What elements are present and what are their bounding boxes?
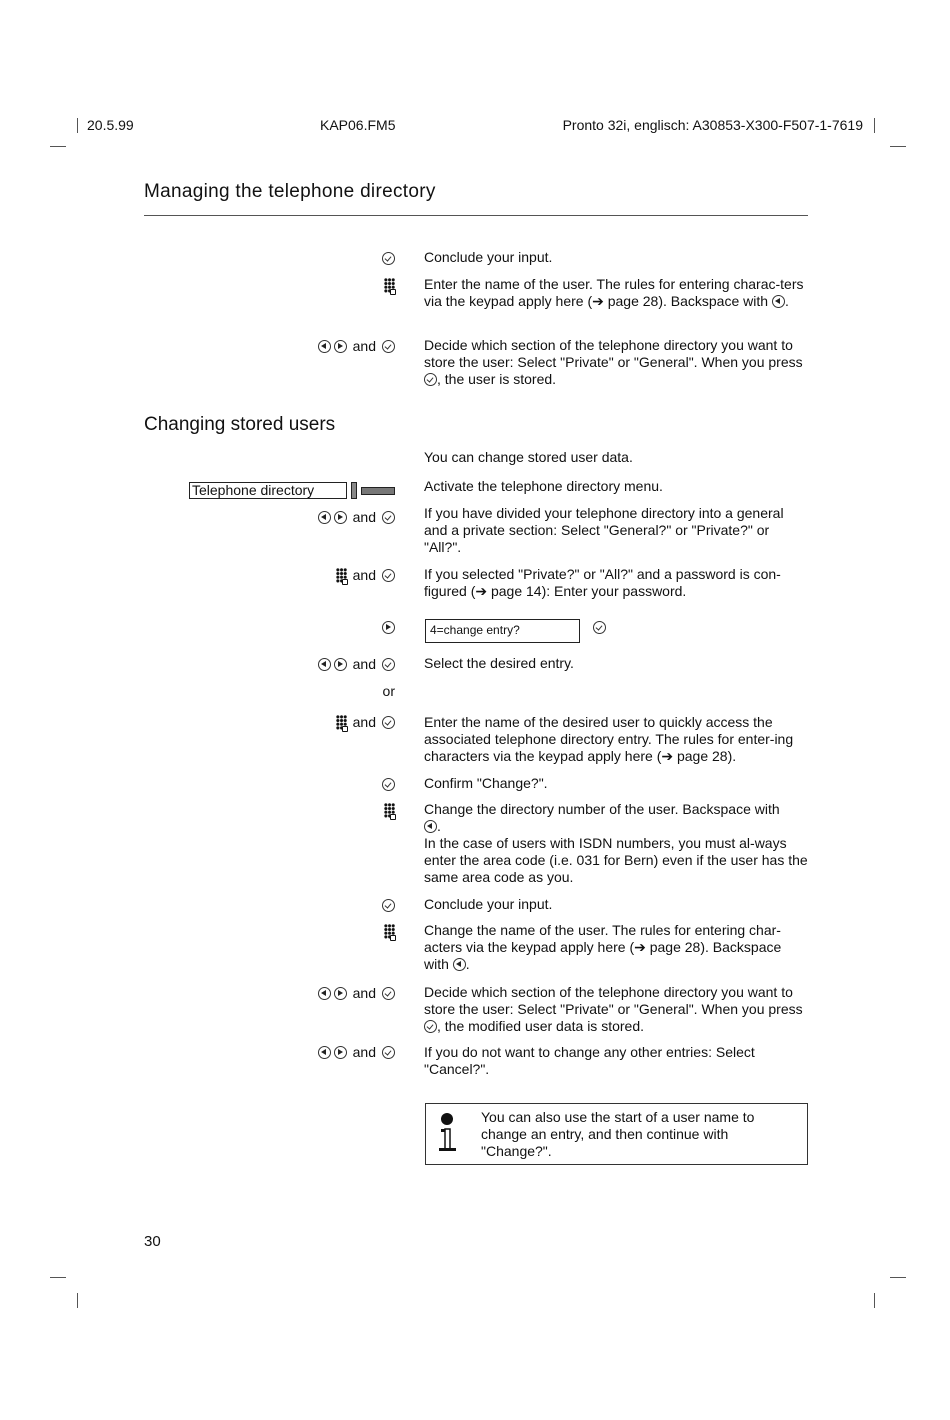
left-arrow-icon	[318, 987, 331, 1000]
step-text-part: In the case of users with ISDN numbers, you must al-ways enter the area code (i.e. 031 for Bern) even if the user has the same area code as you.	[424, 835, 808, 885]
and-label: and	[352, 985, 376, 1001]
crop-mark	[874, 1293, 875, 1308]
step-text	[424, 801, 808, 886]
step-text: If you selected "Private?" or "All?" and a password is con-figured (➔ page 14): Enter your password.	[424, 566, 781, 599]
step-text-part: Change the name of the user. The rules for entering char-acters via the keypad apply here (➔ page 28). Backspace with	[424, 922, 782, 972]
confirm-icon	[593, 621, 606, 634]
step-icons	[382, 249, 395, 267]
confirm-icon	[424, 373, 437, 386]
header-file: KAP06.FM5	[320, 117, 396, 133]
left-arrow-icon	[424, 820, 437, 833]
step-text-part: Decide which section of the telephone directory you want to store the user: Select "Private" or "General". When you press	[424, 337, 803, 370]
right-arrow-icon	[334, 511, 347, 524]
or-label: or	[382, 683, 395, 699]
keypad-icon	[336, 568, 347, 583]
confirm-icon	[382, 340, 395, 353]
menu-label-box: Telephone directory	[189, 482, 347, 499]
confirm-icon	[382, 716, 395, 729]
keypad-icon	[384, 803, 395, 818]
step-text: Confirm "Change?".	[424, 775, 548, 791]
crop-mark	[50, 1277, 66, 1278]
keypad-icon	[336, 715, 347, 730]
step-text-part: .	[784, 293, 789, 309]
step-icons	[382, 775, 395, 793]
and-label: and	[352, 509, 376, 525]
and-label: and	[352, 338, 376, 354]
crop-mark	[874, 118, 875, 133]
title-rule	[144, 215, 808, 216]
step-text-part: .	[465, 956, 470, 972]
step-icons	[318, 1043, 395, 1061]
left-arrow-icon	[772, 295, 785, 308]
left-arrow-icon	[318, 511, 331, 524]
confirm-icon	[382, 252, 395, 265]
left-arrow-icon	[318, 1046, 331, 1059]
subsection-title: Changing stored users	[144, 414, 336, 435]
confirm-icon	[382, 658, 395, 671]
step-icons	[593, 619, 606, 637]
step-icons	[318, 655, 395, 673]
step-text-part: Change the directory number of the user. Backspace with	[424, 801, 780, 817]
menu-bar-icon	[361, 487, 395, 495]
step-text: If you have divided your telephone directory into a general and a private section: Select "General?" or "Private?" or "All?".	[424, 505, 784, 555]
step-text: If you do not want to change any other entries: Select "Cancel?".	[424, 1044, 755, 1077]
confirm-icon	[424, 1020, 437, 1033]
left-arrow-icon	[318, 658, 331, 671]
step-text	[424, 337, 808, 388]
right-arrow-icon	[382, 621, 395, 634]
step-icons	[384, 276, 395, 294]
step-icons	[318, 337, 395, 355]
step-icons	[384, 922, 395, 940]
crop-mark	[77, 1293, 78, 1308]
step-text	[424, 922, 808, 973]
crop-mark	[50, 146, 66, 147]
confirm-icon	[382, 511, 395, 524]
step-text-part: .	[437, 818, 441, 834]
right-arrow-icon	[334, 1046, 347, 1059]
step-text-part: , the user is stored.	[437, 371, 557, 387]
section-title: Managing the telephone directory	[144, 181, 436, 202]
and-label: and	[352, 656, 376, 672]
right-arrow-icon	[334, 340, 347, 353]
step-icons	[336, 713, 395, 731]
confirm-icon	[382, 1046, 395, 1059]
crop-mark	[890, 146, 906, 147]
right-arrow-icon	[334, 987, 347, 1000]
left-arrow-icon	[453, 958, 466, 971]
step-text: Conclude your input.	[424, 896, 553, 912]
left-arrow-icon	[318, 340, 331, 353]
keypad-icon	[384, 278, 395, 293]
intro-text: You can change stored user data.	[424, 449, 633, 465]
header-date: 20.5.99	[87, 117, 134, 133]
keypad-icon	[384, 924, 395, 939]
step-text-part: Decide which section of the telephone directory you want to store the user: Select "Private" or "General". When you press	[424, 984, 803, 1017]
step-icons	[336, 566, 395, 584]
step-text: Conclude your input.	[424, 249, 553, 265]
step-text	[424, 984, 808, 1035]
step-icons	[318, 984, 395, 1002]
step-icons	[318, 508, 395, 526]
note-text: You can also use the start of a user name to change an entry, and then continue with "Change?".	[481, 1109, 755, 1159]
confirm-icon	[382, 987, 395, 1000]
info-note	[425, 1103, 808, 1165]
step-text: Enter the name of the desired user to quickly access the associated telephone directory entry. The rules for enter-ing characters via the keypad apply here (➔ page 28).	[424, 714, 794, 764]
step-icons	[382, 896, 395, 914]
step-icons	[384, 801, 395, 819]
confirm-icon	[382, 778, 395, 791]
confirm-icon	[382, 569, 395, 582]
page-number: 30	[144, 1233, 161, 1250]
step-text-part: Enter the name of the user. The rules for entering charac-ters via the keypad apply here (➔ page 28). Backspace with	[424, 276, 804, 309]
menu-key-icon	[351, 482, 357, 499]
step-text: Activate the telephone directory menu.	[424, 478, 663, 494]
crop-mark	[890, 1277, 906, 1278]
step-text-part: , the modified user data is stored.	[437, 1018, 644, 1034]
step-text: Select the desired entry.	[424, 655, 574, 671]
and-label: and	[352, 567, 376, 583]
crop-mark	[77, 118, 78, 133]
confirm-icon	[382, 899, 395, 912]
and-label: and	[352, 714, 376, 730]
info-icon	[436, 1112, 458, 1152]
step-text	[424, 276, 808, 310]
and-label: and	[352, 1044, 376, 1060]
display-screen: 4=change entry?	[425, 619, 580, 643]
right-arrow-icon	[334, 658, 347, 671]
step-icons	[382, 618, 395, 636]
header-product: Pronto 32i, englisch: A30853-X300-F507-1-7619	[562, 117, 863, 133]
